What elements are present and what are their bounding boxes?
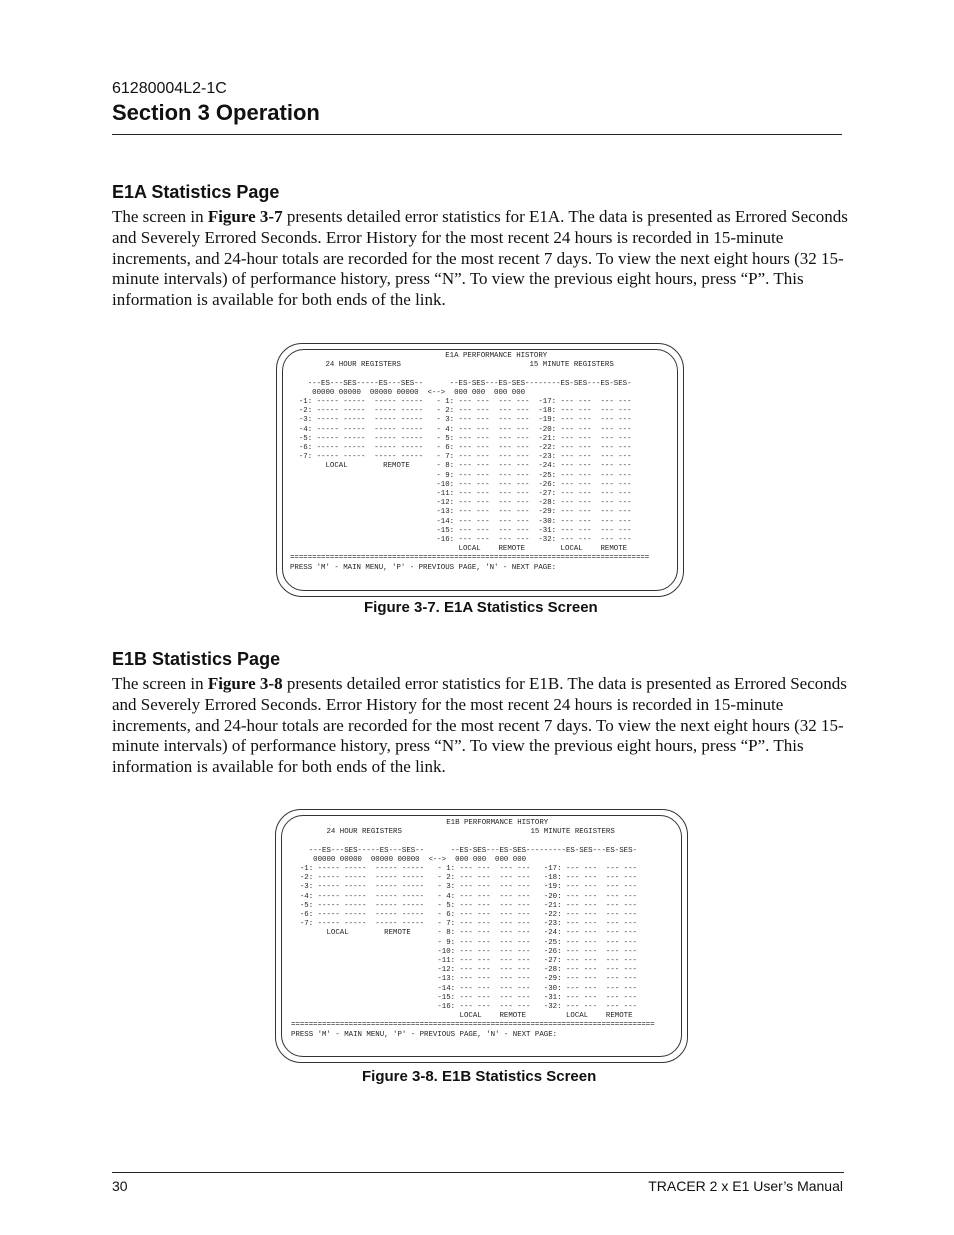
- e1b-paragraph: [112, 674, 852, 778]
- e1a-paragraph: [112, 207, 852, 311]
- footer-divider: [112, 1172, 844, 1173]
- e1a-figure-caption: Figure 3-7. E1A Statistics Screen: [364, 599, 598, 616]
- e1a-para-text-end: presents detailed error statistics for E1A. The data is presented as Errored Seconds and Severely Errored Seconds. Error History for the most recent 24 hours is recorded in 15-minute increments, and 24-hour totals are recorded for the most recent 7 days. To view the next eight hours (32 15-minute intervals) of performance history, press “N”. To view the previous eight hours, press “P”. This information is available for both ends of the link.: [112, 207, 848, 310]
- section-title: Section 3 Operation: [112, 100, 320, 125]
- e1b-terminal-screen: [275, 809, 688, 1063]
- header-divider: [112, 134, 842, 135]
- e1b-figure-caption: Figure 3-8. E1B Statistics Screen: [362, 1068, 597, 1085]
- e1b-screen-text: E1B PERFORMANCE HISTORY 24 HOUR REGISTERS 15 MINUTE REGISTERS ---ES---SES-----ES---SES-- --ES-SES---ES-SES---------ES-SES---ES-SES- 00000 00000 00000 00000 <--> 000 000 000 000 -1: ----- ----- ----- ----- - 1: --- --- --- --- -17: --- --- --- --- -2: ----- ----- ----- ----- - 2: --- --- --- --- -18: --- --- --- --- -3: ----- ----- ----- ----- - 3: --- --- --- --- -19: --- --- --- --- -4: ----- ----- ----- ----- - 4: --- --- --- --- -20: --- --- --- --- -5: ----- ----- ----- ----- - 5: --- --- --- --- -21: --- --- --- --- -6: ----- ----- ----- ----- - 6: --- --- --- --- -22: --- --- --- --- -7: ----- ----- ----- ----- - 7: --- --- --- --- -23: --- --- --- --- LOCAL REMOTE - 8: --- --- --- --- -24: --- --- --- --- - 9: --- --- --- --- -25: --- --- --- --- -10: --- --- --- --- -26: --- --- --- --- -11: --- --- --- --- -27: --- --- --- --- -12: --- --- --- --- -28: --- --- --- --- -13: --- --- --- --- -29: --- --- --- --- -14: --- --- --- --- -30: --- --- --- --- -15: --- --- --- --- -31: --- --- --- --- -16: --- --- --- --- -32: --- --- --- --- LOCAL REMOTE LOCAL REMOTE ================================================================================== PRESS 'M' - MAIN MENU, 'P' - PREVIOUS PAGE, 'N' - NEXT PAGE:: [291, 819, 655, 1039]
- e1a-figure-reference: Figure 3-7: [207, 207, 283, 226]
- document-number: 61280004L2-1C: [112, 80, 227, 97]
- e1a-terminal-screen: [276, 343, 684, 597]
- page-number: 30: [112, 1178, 128, 1194]
- e1b-heading: E1B Statistics Page: [112, 649, 281, 669]
- e1b-figure-reference: Figure 3-8: [207, 674, 283, 693]
- e1a-para-text-start: The screen in: [112, 207, 208, 226]
- e1b-para-text-start: The screen in: [112, 674, 208, 693]
- e1b-para-text-end: presents detailed error statistics for E1B. The data is presented as Errored Seconds and Severely Errored Seconds. Error History for the most recent 24 hours is recorded in 15-minute increments, and 24-hour totals are recorded for the most recent 7 days. To view the next eight hours (32 15-minute intervals) of performance history, press “N”. To view the previous eight hours, press “P”. This information is available for both ends of the link.: [112, 674, 847, 777]
- e1a-screen-text: E1A PERFORMANCE HISTORY 24 HOUR REGISTERS 15 MINUTE REGISTERS ---ES---SES-----ES---SES-- --ES-SES---ES-SES--------ES-SES---ES-SES- 00000 00000 00000 00000 <--> 000 000 000 000 -1: ----- ----- ----- ----- - 1: --- --- --- --- -17: --- --- --- --- -2: ----- ----- ----- ----- - 2: --- --- --- --- -18: --- --- --- --- -3: ----- ----- ----- ----- - 3: --- --- --- --- -19: --- --- --- --- -4: ----- ----- ----- ----- - 4: --- --- --- --- -20: --- --- --- --- -5: ----- ----- ----- ----- - 5: --- --- --- --- -21: --- --- --- --- -6: ----- ----- ----- ----- - 6: --- --- --- --- -22: --- --- --- --- -7: ----- ----- ----- ----- - 7: --- --- --- --- -23: --- --- --- --- LOCAL REMOTE - 8: --- --- --- --- -24: --- --- --- --- - 9: --- --- --- --- -25: --- --- --- --- -10: --- --- --- --- -26: --- --- --- --- -11: --- --- --- --- -27: --- --- --- --- -12: --- --- --- --- -28: --- --- --- --- -13: --- --- --- --- -29: --- --- --- --- -14: --- --- --- --- -30: --- --- --- --- -15: --- --- --- --- -31: --- --- --- --- -16: --- --- --- --- -32: --- --- --- --- LOCAL REMOTE LOCAL REMOTE ================================================================================= PRESS 'M' - MAIN MENU, 'P' - PREVIOUS PAGE, 'N' - NEXT PAGE:: [290, 352, 650, 572]
- manual-title: TRACER 2 x E1 User’s Manual: [648, 1178, 843, 1194]
- e1a-heading: E1A Statistics Page: [112, 182, 280, 202]
